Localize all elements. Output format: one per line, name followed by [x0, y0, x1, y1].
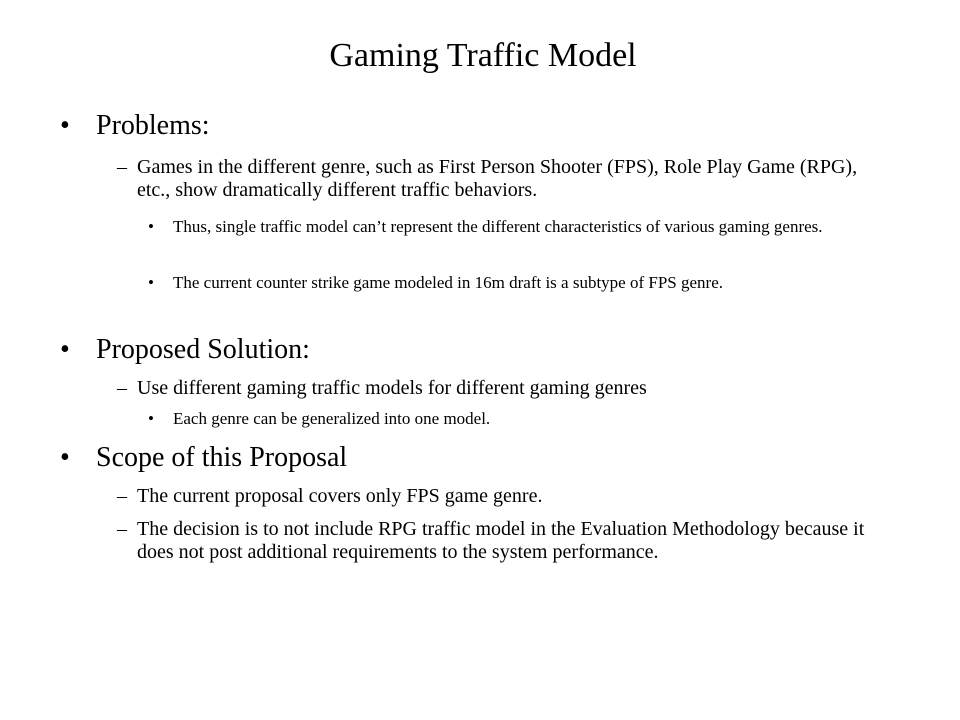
- section-heading-label: Problems:: [96, 110, 210, 141]
- list-item: [117, 518, 887, 564]
- list-item-text: The decision is to not include RPG traffic model in the Evaluation Methodology because it does not post additional requirements to the system performance.: [137, 518, 865, 563]
- sub-list-item: [148, 217, 888, 237]
- list-item: [117, 156, 887, 202]
- section-heading-label: Proposed Solution:: [96, 334, 310, 365]
- bullet-icon: •: [60, 334, 70, 365]
- bullet-icon: •: [148, 273, 154, 292]
- bullet-icon: •: [148, 217, 154, 236]
- sub-list-item-text: Each genre can be generalized into one model.: [173, 409, 491, 428]
- dash-icon: –: [117, 485, 127, 507]
- bullet-icon: •: [148, 409, 154, 428]
- list-item-text: Games in the different genre, such as First Person Shooter (FPS), Role Play Game (RPG), etc., show dramatically different traffic behaviors.: [137, 156, 858, 201]
- list-item: [117, 377, 887, 400]
- dash-icon: –: [117, 518, 127, 540]
- section-heading-label: Scope of this Proposal: [96, 442, 348, 473]
- list-item-text: The current proposal covers only FPS game genre.: [137, 485, 543, 507]
- bullet-icon: •: [60, 110, 70, 141]
- list-item-text: Use different gaming traffic models for different gaming genres: [137, 377, 647, 399]
- slide-title: Gaming Traffic Model: [329, 37, 637, 74]
- sub-list-item: [148, 409, 888, 429]
- sub-list-item: [148, 273, 888, 293]
- list-item: [117, 485, 887, 508]
- dash-icon: –: [117, 156, 127, 178]
- sub-list-item-text: The current counter strike game modeled in 16m draft is a subtype of FPS genre.: [173, 273, 723, 292]
- sub-list-item-text: Thus, single traffic model can’t represent the different characteristics of various gaming genres.: [173, 217, 823, 236]
- bullet-icon: •: [60, 442, 70, 473]
- dash-icon: –: [117, 377, 127, 399]
